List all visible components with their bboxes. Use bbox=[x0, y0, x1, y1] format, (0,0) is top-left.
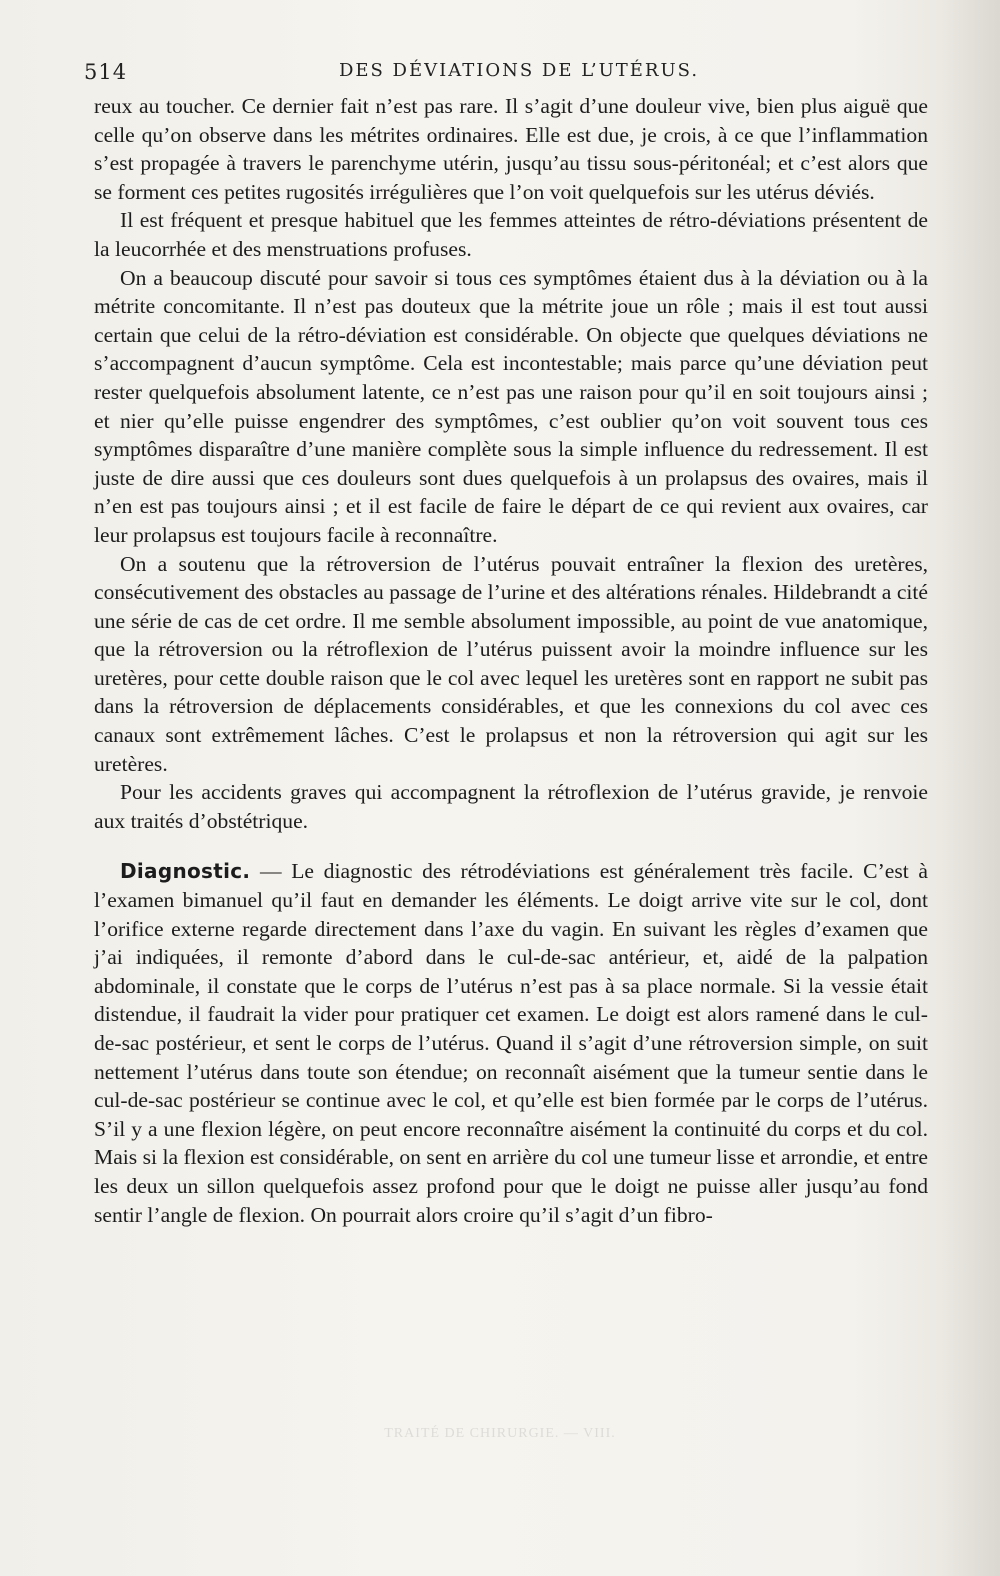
paragraph-ureteres: On a soutenu que la rétroversion de l’utérus pouvait entraîner la flexion des uretères, consécutivement des obstacles au passage de l’urine et des altérations rénales. Hildebrandt a cité une série de cas de cet ordre. Il me semble absolument impossible, au point de vue anatomique, que la rétroversion ou la rétroflexion de l’utérus puissent avoir la moindre influence sur les uretères, pour cette double raison que le col avec lequel les uretères sont en rapport ne subit pas dans la rétroversion de déplacements considérables, et que les connexions du col avec ces canaux sont extrêmement lâches. C’est le prolapsus et non la rétroversion qui agit sur les uretères. bbox=[94, 551, 928, 776]
page-header bbox=[84, 54, 924, 88]
footer-showthrough: TRAITÉ DE CHIRURGIE. — VIII. bbox=[384, 1426, 616, 1441]
paragraph-accidents-graves: Pour les accidents graves qui accompagnent la rétroflexion de l’utérus gravide, je renvoie aux traités d’obstétrique. bbox=[94, 780, 928, 833]
running-head: DES DÉVIATIONS DE L’UTÉRUS. bbox=[338, 60, 700, 81]
paragraph-symptomes: On a beaucoup discuté pour savoir si tous ces symptômes étaient dus à la déviation ou à la métrite concomitante. Il n’est pas douteux que la métrite joue un rôle ; mais il est tout aussi certain que celui de la rétro-déviation est considérable. On objecte que quelques déviations ne s’accompagnent d’aucun symptôme. Cela est incontestable; mais parce qu’une déviation peut rester quelquefois absolument latente, ce n’est pas une raison pour qu’il en soit toujours ainsi ; et nier qu’elle puisse engendrer des symptômes, c’est oublier qu’on voit souvent tous ces symptômes disparaître d’une manière complète sous la simple influence du redressement. Il est juste de dire aussi que ces douleurs sont dues quelquefois à un prolapsus des ovaires, mais il n’en est pas toujours ainsi ; et il est facile de faire le départ de ce qui revient aux ovaires, car leur prolapsus est toujours facile à reconnaître. bbox=[94, 265, 928, 547]
section-title-diagnostic: Diagnostic. bbox=[120, 859, 251, 884]
page-number: 514 bbox=[84, 60, 128, 84]
body-text bbox=[94, 92, 928, 1229]
paragraph-continuation: reux au toucher. Ce dernier fait n’est pas rare. Il s’agit d’une douleur vive, bien plus aiguë que celle qu’on observe dans les métrites ordinaires. Elle est due, je crois, à ce que l’inflammation s’est propagée à travers le parenchyme utérin, jusqu’au tissu sous-péritonéal; et c’est alors que se forment ces petites rugosités irrégulières que l’on voit quelquefois sur les utérus déviés. bbox=[94, 94, 928, 204]
paragraph-diagnostic bbox=[94, 857, 928, 1229]
section-text-diagnostic: — Le diagnostic des rétrodéviations est généralement très facile. C’est à l’examen bimanuel qu’il faut en demander les éléments. Le doigt arrive vite sur le col, dont l’orifice externe regarde directement dans l’axe du vagin. En suivant les règles d’examen que j’ai indiquées, il remonte d’abord dans le cul-de-sac antérieur, et, aidé de la palpation abdominale, il constate que le corps de l’utérus n’est pas à sa place normale. Si la vessie était distendue, il faudrait la vider pour pratiquer cet examen. Le doigt est alors ramené dans le cul-de-sac postérieur, et sent le corps de l’utérus. Quand il s’agit d’une rétroversion simple, on suit nettement l’utérus dans toute son étendue; on reconnaît aisément que la tumeur sentie dans le cul-de-sac postérieur se continue avec le col, et qu’elle est bien formée par le corps de l’utérus. S’il y a une flexion légère, on peut encore reconnaître aisément la continuité du corps et du col. Mais si la flexion est considérable, on sent en arrière du col une tumeur lisse et arrondie, et entre les deux un sillon quelquefois assez profond pour que le doigt ne puisse aller jusqu’au fond sentir l’angle de flexion. On pourrait alors croire qu’il s’agit d’un fibro- bbox=[94, 859, 928, 1227]
paragraph-leucorrhee: Il est fréquent et presque habituel que les femmes atteintes de rétro-déviations présentent de la leucorrhée et des menstruations profuses. bbox=[94, 208, 928, 261]
page-edge-shadow bbox=[940, 0, 1000, 1576]
